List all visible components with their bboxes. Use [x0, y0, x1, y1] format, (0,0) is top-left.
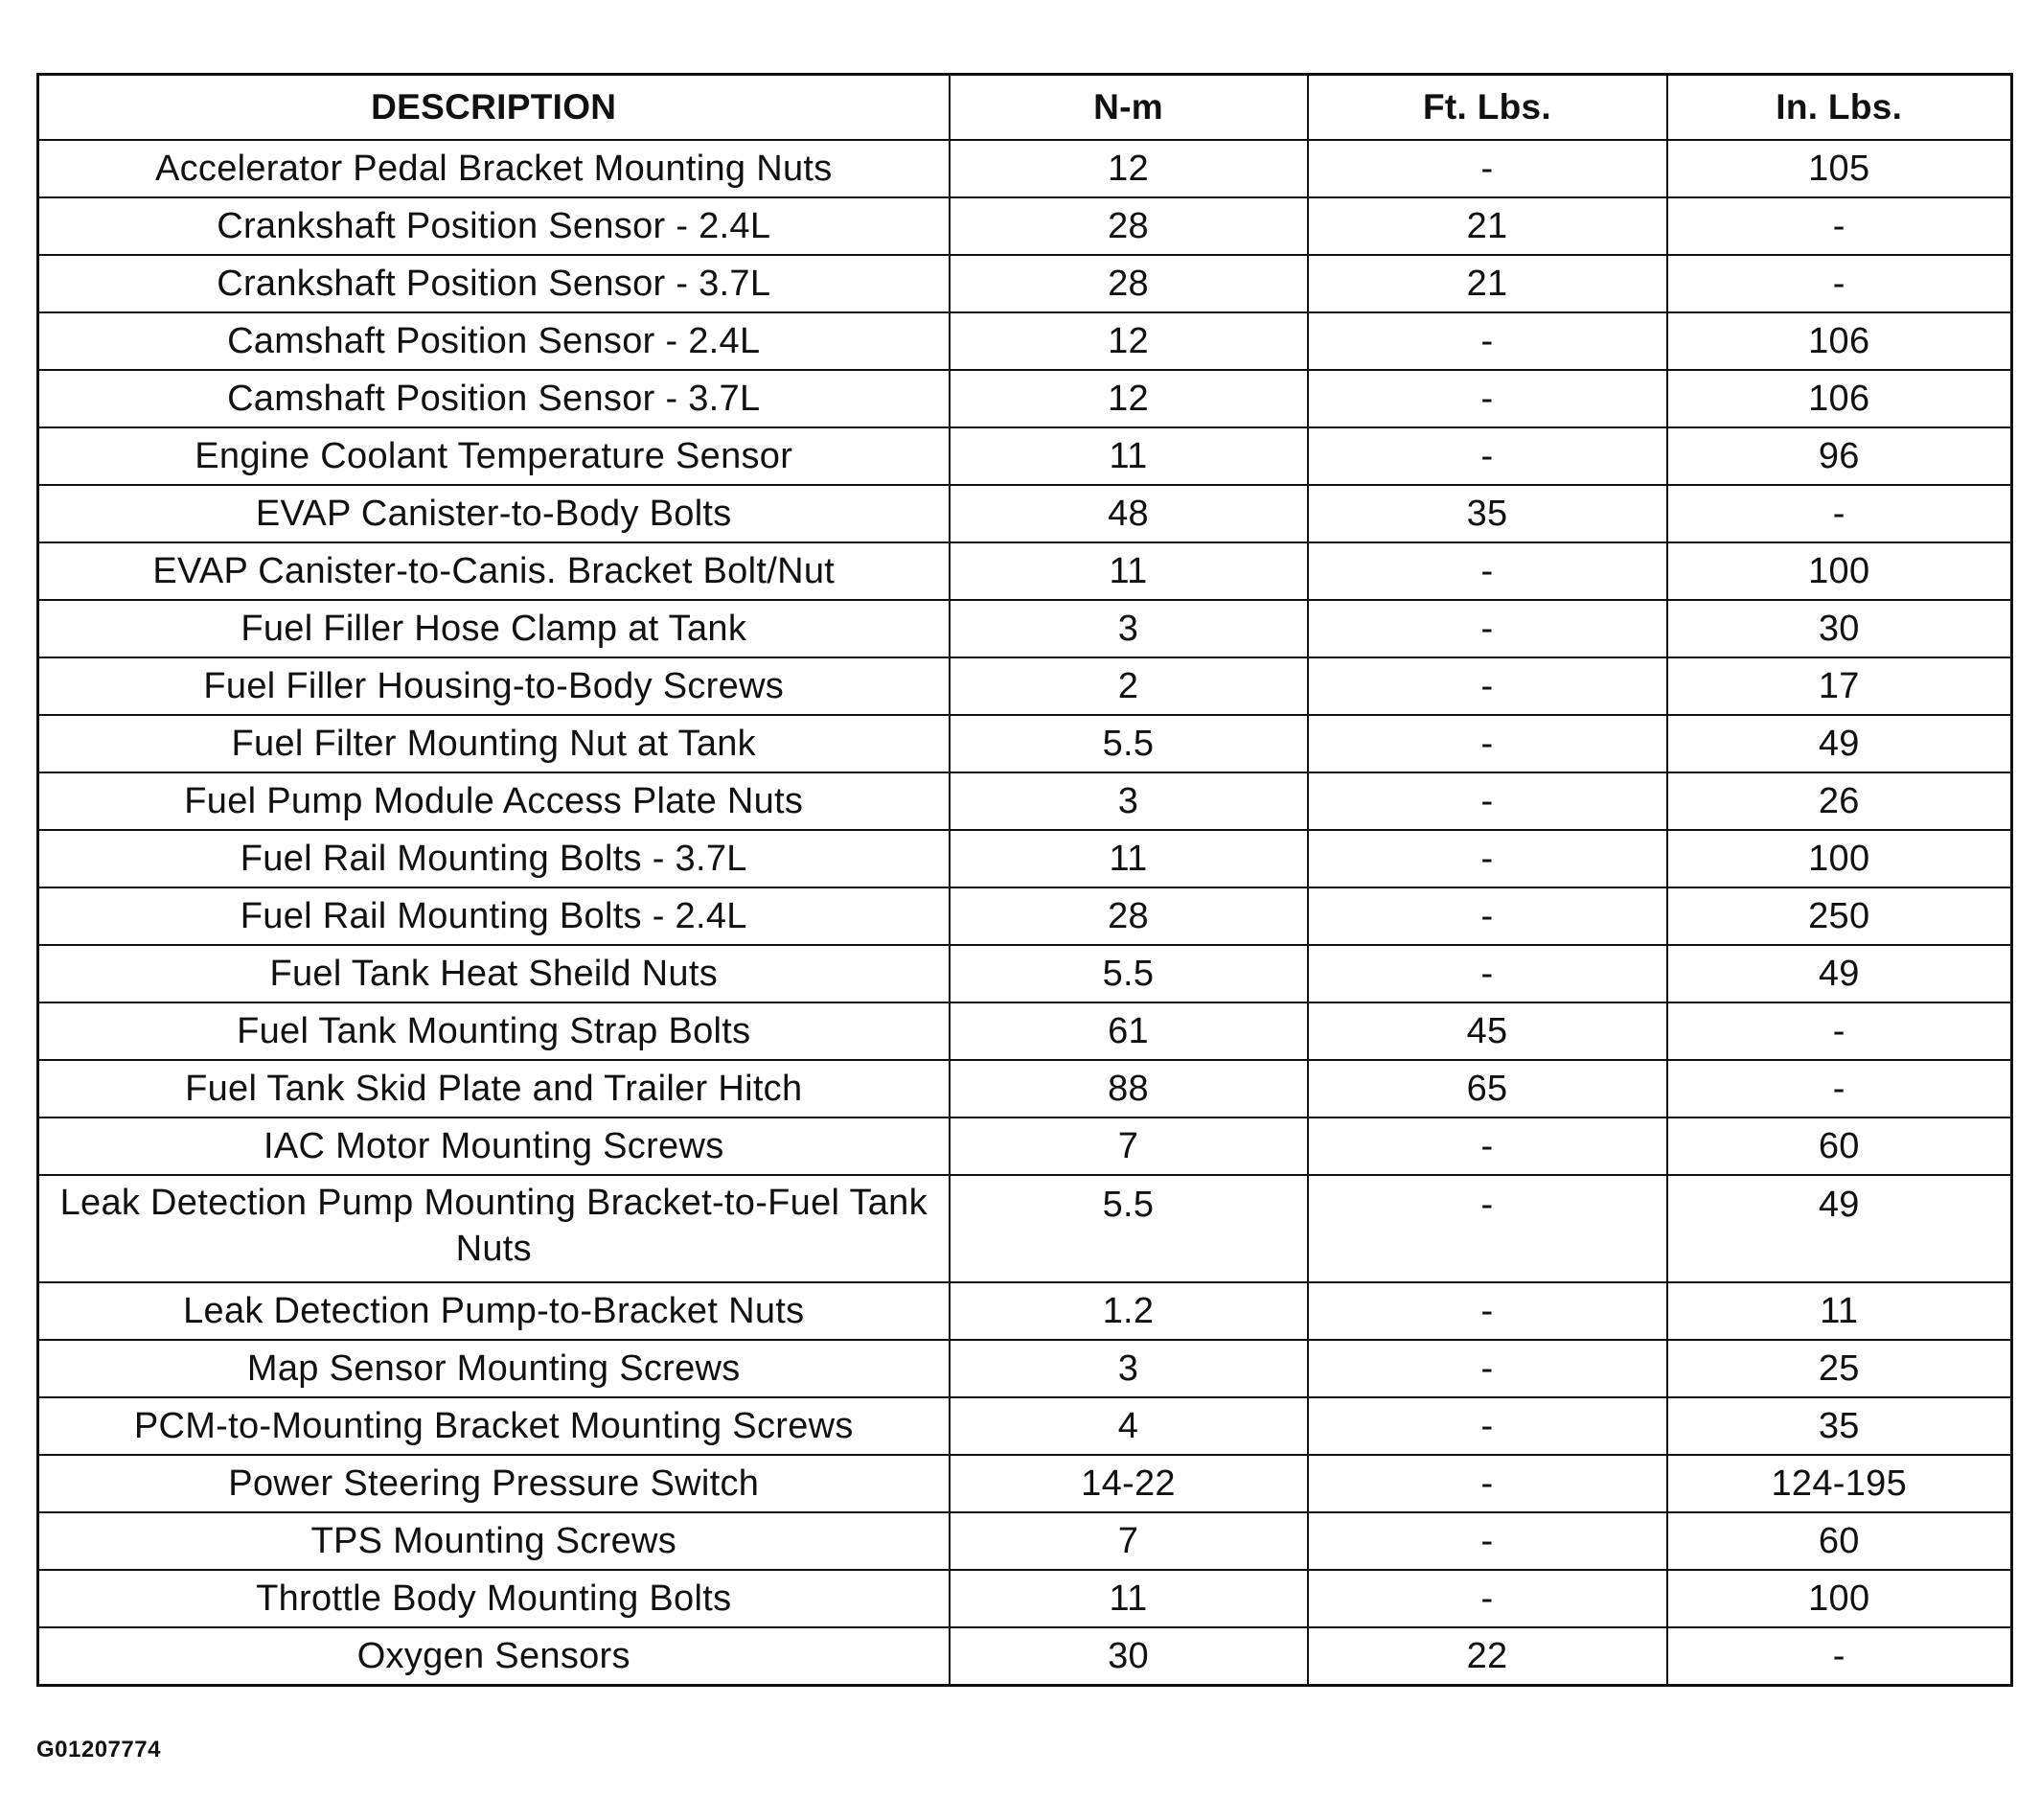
header-nm: N-m: [950, 75, 1308, 141]
description-cell: Crankshaft Position Sensor - 2.4L: [38, 197, 950, 255]
in-lbs-cell: 11: [1667, 1282, 2012, 1340]
description-cell: Fuel Rail Mounting Bolts - 3.7L: [38, 830, 950, 887]
table-row: [38, 255, 2012, 312]
ft-lbs-cell: -: [1308, 427, 1667, 485]
description-cell: IAC Motor Mounting Screws: [38, 1117, 950, 1175]
ft-lbs-cell: 35: [1308, 485, 1667, 542]
description-cell: Crankshaft Position Sensor - 3.7L: [38, 255, 950, 312]
nm-cell: 11: [950, 1570, 1308, 1627]
description-cell: Fuel Rail Mounting Bolts - 2.4L: [38, 887, 950, 945]
description-cell: Fuel Filler Hose Clamp at Tank: [38, 600, 950, 657]
in-lbs-cell: 106: [1667, 370, 2012, 427]
in-lbs-cell: 100: [1667, 1570, 2012, 1627]
ft-lbs-cell: -: [1308, 542, 1667, 600]
ft-lbs-cell: -: [1308, 1175, 1667, 1282]
description-cell: Power Steering Pressure Switch: [38, 1455, 950, 1512]
nm-cell: 4: [950, 1397, 1308, 1455]
nm-cell: 12: [950, 370, 1308, 427]
ft-lbs-cell: 45: [1308, 1002, 1667, 1060]
nm-cell: 14-22: [950, 1455, 1308, 1512]
in-lbs-cell: -: [1667, 255, 2012, 312]
description-cell: Fuel Filler Housing-to-Body Screws: [38, 657, 950, 715]
table-row: [38, 140, 2012, 197]
nm-cell: 1.2: [950, 1282, 1308, 1340]
table-row: [38, 887, 2012, 945]
table-row: [38, 1570, 2012, 1627]
in-lbs-cell: 106: [1667, 312, 2012, 370]
torque-specifications-table: [36, 73, 2013, 1687]
in-lbs-cell: 25: [1667, 1340, 2012, 1397]
table-row: [38, 1455, 2012, 1512]
table-header-row: [38, 75, 2012, 141]
table-row: [38, 1282, 2012, 1340]
nm-cell: 7: [950, 1512, 1308, 1570]
table-row: [38, 1060, 2012, 1117]
table-row: [38, 1175, 2012, 1282]
in-lbs-cell: -: [1667, 485, 2012, 542]
nm-cell: 88: [950, 1060, 1308, 1117]
nm-cell: 5.5: [950, 945, 1308, 1002]
description-cell: EVAP Canister-to-Canis. Bracket Bolt/Nut: [38, 542, 950, 600]
ft-lbs-cell: -: [1308, 1570, 1667, 1627]
header-description: DESCRIPTION: [38, 75, 950, 141]
table-row: [38, 485, 2012, 542]
in-lbs-cell: 100: [1667, 542, 2012, 600]
nm-cell: 2: [950, 657, 1308, 715]
ft-lbs-cell: -: [1308, 1340, 1667, 1397]
ft-lbs-cell: -: [1308, 1117, 1667, 1175]
figure-id: G01207774: [36, 1737, 161, 1762]
table-row: [38, 657, 2012, 715]
nm-cell: 48: [950, 485, 1308, 542]
in-lbs-cell: 30: [1667, 600, 2012, 657]
nm-cell: 30: [950, 1627, 1308, 1686]
description-cell: Accelerator Pedal Bracket Mounting Nuts: [38, 140, 950, 197]
ft-lbs-cell: -: [1308, 1455, 1667, 1512]
table-row: [38, 1397, 2012, 1455]
ft-lbs-cell: -: [1308, 945, 1667, 1002]
in-lbs-cell: 124-195: [1667, 1455, 2012, 1512]
table-row: [38, 1340, 2012, 1397]
table-row: [38, 370, 2012, 427]
table-row: [38, 600, 2012, 657]
in-lbs-cell: 17: [1667, 657, 2012, 715]
nm-cell: 3: [950, 1340, 1308, 1397]
nm-cell: 11: [950, 542, 1308, 600]
table-row: [38, 542, 2012, 600]
nm-cell: 12: [950, 312, 1308, 370]
nm-cell: 5.5: [950, 715, 1308, 772]
ft-lbs-cell: -: [1308, 312, 1667, 370]
in-lbs-cell: 105: [1667, 140, 2012, 197]
in-lbs-cell: 49: [1667, 715, 2012, 772]
description-cell: Camshaft Position Sensor - 2.4L: [38, 312, 950, 370]
in-lbs-cell: 35: [1667, 1397, 2012, 1455]
nm-cell: 7: [950, 1117, 1308, 1175]
table-row: [38, 715, 2012, 772]
ft-lbs-cell: -: [1308, 600, 1667, 657]
description-cell: Camshaft Position Sensor - 3.7L: [38, 370, 950, 427]
in-lbs-cell: 49: [1667, 1175, 2012, 1282]
nm-cell: 28: [950, 255, 1308, 312]
header-ft-lbs: Ft. Lbs.: [1308, 75, 1667, 141]
ft-lbs-cell: -: [1308, 657, 1667, 715]
in-lbs-cell: 49: [1667, 945, 2012, 1002]
ft-lbs-cell: 65: [1308, 1060, 1667, 1117]
ft-lbs-cell: -: [1308, 887, 1667, 945]
description-cell: Throttle Body Mounting Bolts: [38, 1570, 950, 1627]
in-lbs-cell: 250: [1667, 887, 2012, 945]
table-row: [38, 1627, 2012, 1686]
ft-lbs-cell: -: [1308, 1397, 1667, 1455]
ft-lbs-cell: 21: [1308, 197, 1667, 255]
nm-cell: 28: [950, 887, 1308, 945]
table-row: [38, 772, 2012, 830]
ft-lbs-cell: 21: [1308, 255, 1667, 312]
description-cell: Map Sensor Mounting Screws: [38, 1340, 950, 1397]
nm-cell: 12: [950, 140, 1308, 197]
ft-lbs-cell: -: [1308, 1282, 1667, 1340]
in-lbs-cell: -: [1667, 1060, 2012, 1117]
in-lbs-cell: 26: [1667, 772, 2012, 830]
in-lbs-cell: 60: [1667, 1117, 2012, 1175]
nm-cell: 11: [950, 427, 1308, 485]
description-cell: PCM-to-Mounting Bracket Mounting Screws: [38, 1397, 950, 1455]
nm-cell: 3: [950, 600, 1308, 657]
nm-cell: 61: [950, 1002, 1308, 1060]
description-cell: Fuel Filter Mounting Nut at Tank: [38, 715, 950, 772]
table-row: [38, 830, 2012, 887]
in-lbs-cell: 60: [1667, 1512, 2012, 1570]
description-cell: Leak Detection Pump-to-Bracket Nuts: [38, 1282, 950, 1340]
description-cell: Fuel Tank Mounting Strap Bolts: [38, 1002, 950, 1060]
table-row: [38, 427, 2012, 485]
nm-cell: 5.5: [950, 1175, 1308, 1282]
ft-lbs-cell: 22: [1308, 1627, 1667, 1686]
table-row: [38, 312, 2012, 370]
table-row: [38, 197, 2012, 255]
description-cell: Fuel Tank Skid Plate and Trailer Hitch: [38, 1060, 950, 1117]
description-cell: Engine Coolant Temperature Sensor: [38, 427, 950, 485]
description-cell: TPS Mounting Screws: [38, 1512, 950, 1570]
in-lbs-cell: -: [1667, 197, 2012, 255]
ft-lbs-cell: -: [1308, 1512, 1667, 1570]
ft-lbs-cell: -: [1308, 140, 1667, 197]
in-lbs-cell: 100: [1667, 830, 2012, 887]
ft-lbs-cell: -: [1308, 772, 1667, 830]
table-row: [38, 1002, 2012, 1060]
description-cell: EVAP Canister-to-Body Bolts: [38, 485, 950, 542]
in-lbs-cell: -: [1667, 1627, 2012, 1686]
ft-lbs-cell: -: [1308, 830, 1667, 887]
description-cell: Oxygen Sensors: [38, 1627, 950, 1686]
ft-lbs-cell: -: [1308, 370, 1667, 427]
nm-cell: 11: [950, 830, 1308, 887]
in-lbs-cell: -: [1667, 1002, 2012, 1060]
nm-cell: 3: [950, 772, 1308, 830]
header-in-lbs: In. Lbs.: [1667, 75, 2012, 141]
description-cell: Fuel Pump Module Access Plate Nuts: [38, 772, 950, 830]
table-row: [38, 945, 2012, 1002]
nm-cell: 28: [950, 197, 1308, 255]
ft-lbs-cell: -: [1308, 715, 1667, 772]
table-row: [38, 1117, 2012, 1175]
description-cell: Leak Detection Pump Mounting Bracket-to-Fuel Tank Nuts: [38, 1175, 950, 1282]
table-row: [38, 1512, 2012, 1570]
description-cell: Fuel Tank Heat Sheild Nuts: [38, 945, 950, 1002]
in-lbs-cell: 96: [1667, 427, 2012, 485]
